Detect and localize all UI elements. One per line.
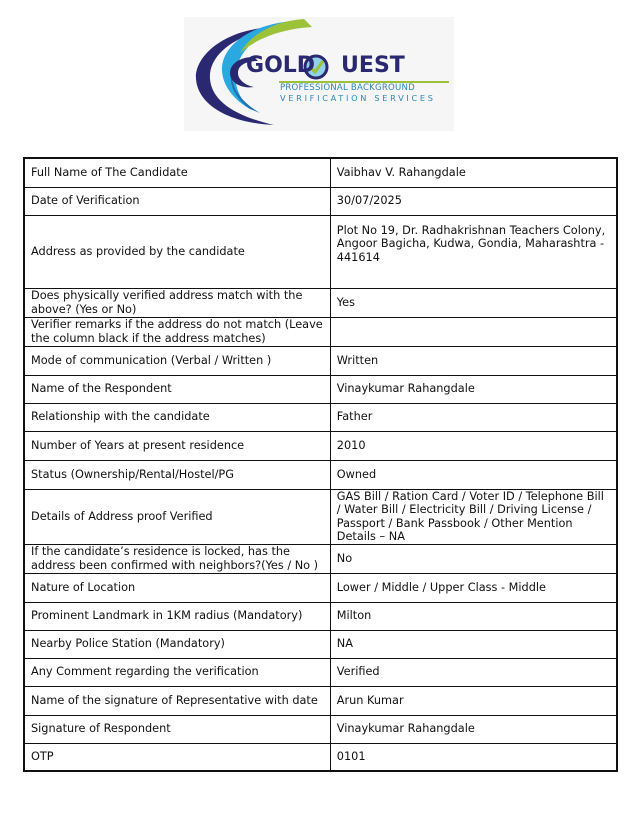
- table-row: [24, 743, 617, 771]
- table-row: [24, 158, 617, 187]
- field-label: Mode of communication (Verbal / Written ): [24, 346, 330, 375]
- field-value: [330, 317, 617, 346]
- table-row: [24, 317, 617, 346]
- logo-tagline-1: PROFESSIONAL BACKGROUND: [280, 83, 415, 93]
- field-value: GAS Bill / Ration Card / Voter ID / Telephone Bill / Water Bill / Electricity Bill / Driving License / Passport / Bank Passbook / Other Mention Details – NA: [330, 489, 617, 544]
- table-row: [24, 403, 617, 431]
- field-label: Nearby Police Station (Mandatory): [24, 630, 330, 658]
- table-row: [24, 187, 617, 215]
- field-label: Prominent Landmark in 1KM radius (Mandatory): [24, 602, 330, 630]
- field-value: Father: [330, 403, 617, 431]
- field-value: Written: [330, 346, 617, 375]
- table-row: [24, 630, 617, 658]
- table-row: [24, 375, 617, 403]
- field-value: Vinaykumar Rahangdale: [330, 375, 617, 403]
- table-row: [24, 686, 617, 715]
- field-label: Any Comment regarding the verification: [24, 658, 330, 686]
- table-row: [24, 544, 617, 573]
- logo-wordmark: [246, 53, 405, 78]
- field-value: 30/07/2025: [330, 187, 617, 215]
- field-value: Arun Kumar: [330, 686, 617, 715]
- field-value: Vaibhav V. Rahangdale: [330, 158, 617, 187]
- field-label: If the candidate’s residence is locked, has the address been confirmed with neighbors?(Yes / No ): [24, 544, 330, 573]
- field-value: Yes: [330, 288, 617, 317]
- goldquest-logo: [184, 17, 454, 131]
- field-label: Signature of Respondent: [24, 715, 330, 743]
- field-value: Verified: [330, 658, 617, 686]
- field-label: OTP: [24, 743, 330, 771]
- field-label: Name of the Respondent: [24, 375, 330, 403]
- field-label: Full Name of The Candidate: [24, 158, 330, 187]
- table-row: [24, 215, 617, 288]
- field-value: Vinaykumar Rahangdale: [330, 715, 617, 743]
- table-row: [24, 715, 617, 743]
- table-row: [24, 431, 617, 460]
- field-value: Milton: [330, 602, 617, 630]
- field-value: No: [330, 544, 617, 573]
- field-value: NA: [330, 630, 617, 658]
- field-value: 2010: [330, 431, 617, 460]
- field-label: Nature of Location: [24, 573, 330, 602]
- table-row: [24, 573, 617, 602]
- field-value: 0101: [330, 743, 617, 771]
- field-label: Date of Verification: [24, 187, 330, 215]
- field-label: Number of Years at present residence: [24, 431, 330, 460]
- field-label: Does physically verified address match with the above? (Yes or No): [24, 288, 330, 317]
- field-label: Details of Address proof Verified: [24, 489, 330, 544]
- table-row: [24, 658, 617, 686]
- logo-letters-uest: UEST: [341, 53, 405, 78]
- field-label: Relationship with the candidate: [24, 403, 330, 431]
- logo-tagline-2: VERIFICATION SERVICES: [280, 93, 436, 103]
- logo-letters-old: OLD: [264, 53, 316, 78]
- field-value: Lower / Middle / Upper Class - Middle: [330, 573, 617, 602]
- verification-form-table: [23, 157, 618, 772]
- table-row: [24, 602, 617, 630]
- table-row: [24, 489, 617, 544]
- field-label: Address as provided by the candidate: [24, 215, 330, 288]
- table-row: [24, 288, 617, 317]
- field-label: Name of the signature of Representative with date: [24, 686, 330, 715]
- field-value: Plot No 19, Dr. Radhakrishnan Teachers Colony, Angoor Bagicha, Kudwa, Gondia, Maharashtra - 441614: [330, 215, 617, 288]
- table-row: [24, 346, 617, 375]
- logo-letter-g: G: [246, 53, 265, 78]
- field-value: Owned: [330, 460, 617, 489]
- table-row: [24, 460, 617, 489]
- field-label: Verifier remarks if the address do not match (Leave the column black if the address matches): [24, 317, 330, 346]
- field-label: Status (Ownership/Rental/Hostel/PG: [24, 460, 330, 489]
